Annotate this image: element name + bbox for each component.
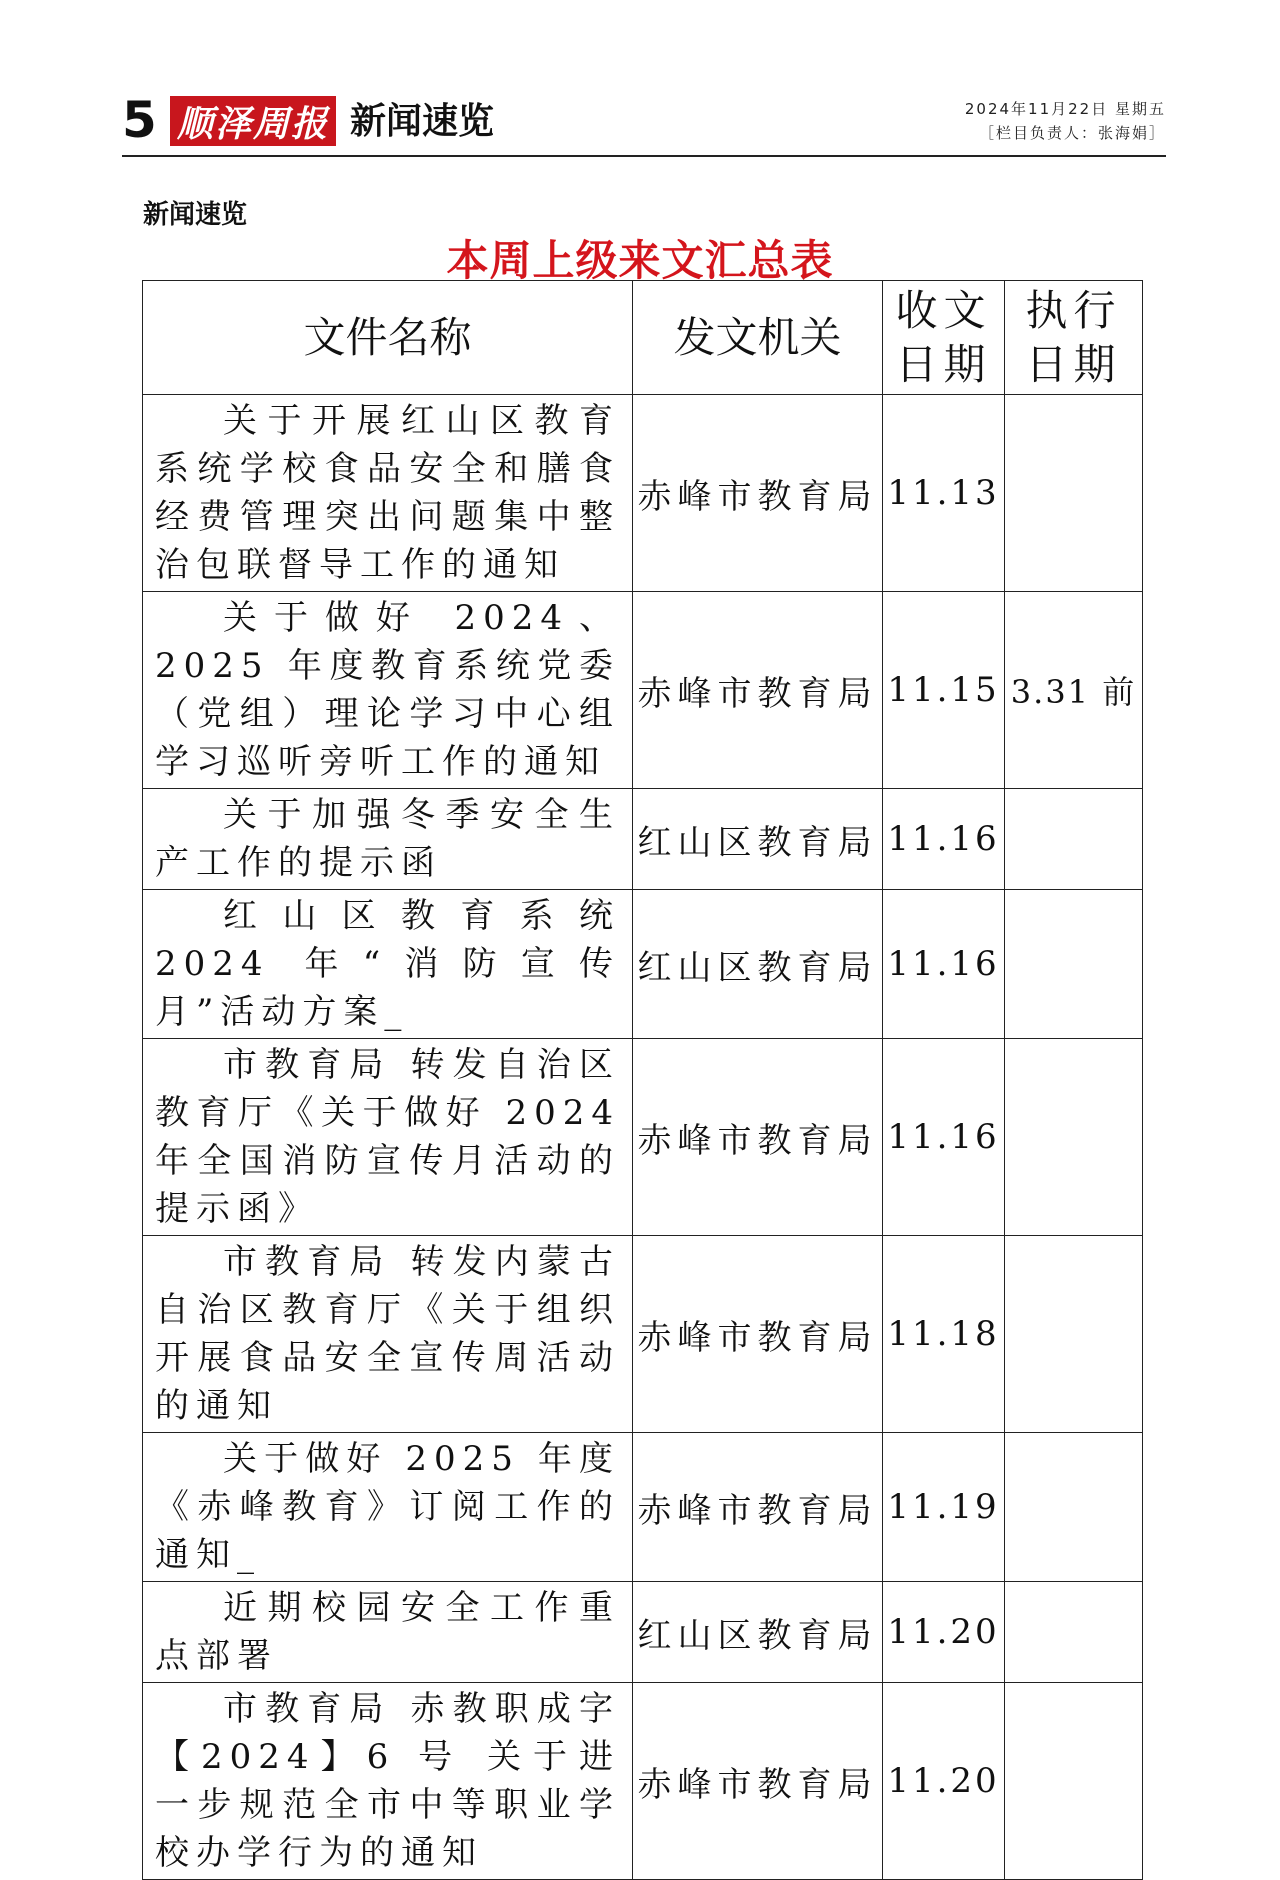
cell-execute-date: [1005, 1582, 1143, 1683]
newspaper-name: 顺泽周报: [176, 102, 329, 145]
column-label: 新闻速览: [143, 200, 248, 230]
cell-received-date: 11.16: [883, 1039, 1005, 1236]
cell-received-date: 11.16: [883, 789, 1005, 890]
table-row: [143, 1039, 1143, 1236]
cell-doc-name: 市教育局 赤教职成字【2024】6 号 关于进一步规范全市中等职业学校办学行为的通知: [143, 1683, 633, 1880]
cell-received-date: 11.20: [883, 1582, 1005, 1683]
cell-execute-date: [1005, 395, 1143, 592]
table-body: [143, 395, 1143, 1880]
cell-doc-name: 关于做好 2024、2025 年度教育系统党委（党组）理论学习中心组学习巡听旁听工作的通知: [143, 592, 633, 789]
header-received-text: 收文 日期: [895, 285, 992, 389]
newspaper-logo: [170, 96, 336, 146]
cell-issuer: 红山区教育局: [633, 890, 883, 1039]
header-divider: [122, 155, 1166, 157]
cell-doc-name: 关于加强冬季安全生产工作的提示函: [143, 789, 633, 890]
cell-execute-date: [1005, 1236, 1143, 1433]
cell-received-date: 11.19: [883, 1433, 1005, 1582]
cell-received-date: 11.15: [883, 592, 1005, 789]
header-received-date: [883, 281, 1005, 395]
header-doc-name: 文件名称: [143, 281, 633, 395]
cell-received-date: 11.13: [883, 395, 1005, 592]
column-editor: ［栏目负责人：张海娟］: [978, 124, 1166, 142]
cell-issuer: 赤峰市教育局: [633, 1039, 883, 1236]
cell-doc-name: 关于做好 2025 年度《赤峰教育》订阅工作的通知_: [143, 1433, 633, 1582]
cell-doc-name: 市教育局 转发内蒙古自治区教育厅《关于组织开展食品安全宣传周活动的通知: [143, 1236, 633, 1433]
table-row: [143, 1683, 1143, 1880]
cell-execute-date: [1005, 890, 1143, 1039]
cell-issuer: 红山区教育局: [633, 789, 883, 890]
header-execute-text: 执行 日期: [1025, 285, 1122, 389]
cell-received-date: 11.18: [883, 1236, 1005, 1433]
table-row: [143, 1582, 1143, 1683]
cell-doc-name: 关于开展红山区教育系统学校食品安全和膳食经费管理突出问题集中整治包联督导工作的通知: [143, 395, 633, 592]
cell-doc-name: 市教育局 转发自治区教育厅《关于做好 2024 年全国消防宣传月活动的提示函》: [143, 1039, 633, 1236]
cell-issuer: 赤峰市教育局: [633, 1433, 883, 1582]
cell-received-date: 11.20: [883, 1683, 1005, 1880]
cell-issuer: 赤峰市教育局: [633, 592, 883, 789]
table-title: 本周上级来文汇总表: [446, 236, 834, 285]
table-header-row: [143, 281, 1143, 395]
section-title: 新闻速览: [350, 101, 495, 142]
cell-issuer: 红山区教育局: [633, 1582, 883, 1683]
page-number: 5: [122, 91, 157, 149]
cell-execute-date: [1005, 1433, 1143, 1582]
header-issuer: 发文机关: [633, 281, 883, 395]
issue-date: 2024年11月22日 星期五: [964, 100, 1166, 118]
header-execute-date: [1005, 281, 1143, 395]
cell-issuer: 赤峰市教育局: [633, 1683, 883, 1880]
table-row: [143, 789, 1143, 890]
table-row: [143, 592, 1143, 789]
cell-execute-date: [1005, 1683, 1143, 1880]
cell-execute-date: 3.31 前: [1005, 592, 1143, 789]
table-row: [143, 1236, 1143, 1433]
document-summary-table: [142, 280, 1143, 1880]
cell-execute-date: [1005, 1039, 1143, 1236]
cell-doc-name: 近期校园安全工作重点部署: [143, 1582, 633, 1683]
cell-issuer: 赤峰市教育局: [633, 395, 883, 592]
cell-execute-date: [1005, 789, 1143, 890]
cell-received-date: 11.16: [883, 890, 1005, 1039]
table-row: [143, 395, 1143, 592]
table-row: [143, 890, 1143, 1039]
masthead: [122, 91, 1166, 156]
cell-doc-name: 红山区教育系统 2024 年“消防宣传月”活动方案_: [143, 890, 633, 1039]
cell-issuer: 赤峰市教育局: [633, 1236, 883, 1433]
table-row: [143, 1433, 1143, 1582]
